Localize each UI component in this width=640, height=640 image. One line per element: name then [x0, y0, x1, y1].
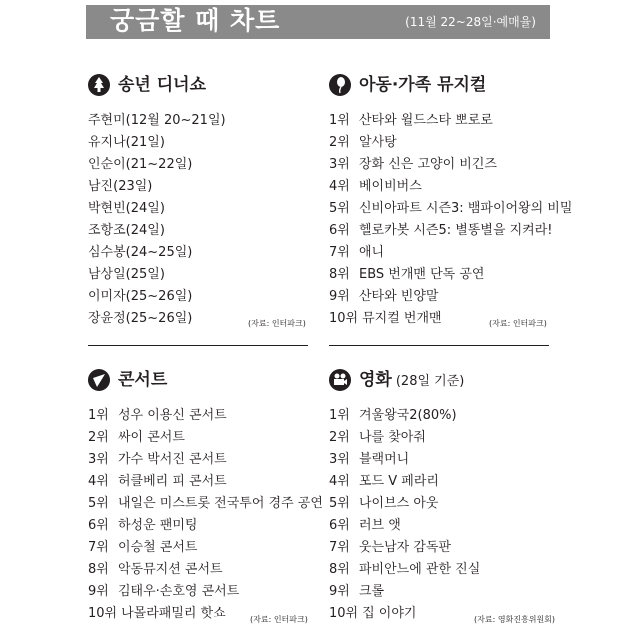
item-name: 싸이 콘서트	[118, 430, 185, 445]
list-item: 조항조(24일)	[88, 223, 165, 238]
rank-label: 9위	[329, 289, 350, 304]
section-title	[359, 368, 464, 394]
item-name: 하성운 팬미팅	[118, 518, 198, 533]
item-name: 나이브스 아웃	[359, 496, 439, 511]
film-camera-icon	[329, 369, 351, 391]
ranking-list	[88, 405, 323, 625]
list-item	[329, 242, 572, 264]
list-item	[88, 537, 323, 559]
item-name: 이승철 콘서트	[118, 540, 198, 555]
rank-label: 1위	[88, 408, 109, 423]
list-item	[88, 471, 323, 493]
ranking-list	[329, 110, 572, 330]
item-name: 러브 앳	[359, 518, 401, 533]
list-item	[329, 427, 480, 449]
rank-label: 10위	[329, 311, 359, 326]
list-item	[329, 493, 480, 515]
item-name: 신비아파트 시즌3: 뱀파이어왕의 비밀	[359, 201, 573, 216]
list-item	[329, 132, 572, 154]
list-item	[329, 471, 480, 493]
source-note: (자료: 인터파크)	[250, 615, 308, 624]
rank-label: 9위	[88, 584, 109, 599]
rank-label: 8위	[329, 562, 350, 577]
item-name: 김태우·손호영 콘서트	[118, 584, 240, 599]
list-item	[329, 286, 572, 308]
list-item: 인순이(21~22일)	[88, 157, 193, 172]
list-item: 주현미(12월 20~21일)	[88, 113, 226, 128]
list-item	[88, 515, 323, 537]
list-item	[329, 176, 572, 198]
section-title: 송년 디너쇼	[118, 75, 207, 95]
section-title: 아동·가족 뮤지컬	[359, 75, 487, 95]
item-name: 가수 박서진 콘서트	[118, 452, 227, 467]
rank-label: 6위	[329, 518, 350, 533]
list-item	[329, 198, 572, 220]
item-name: 집 이야기	[362, 606, 417, 621]
section-title-text: 영화	[359, 370, 392, 390]
balloon-icon	[329, 74, 351, 96]
item-name: 웃는남자 감독판	[359, 540, 452, 555]
item-name: 내일은 미스트롯 전국투어 경주 공연	[118, 496, 323, 511]
rank-label: 10위	[88, 606, 118, 621]
list-item	[88, 581, 323, 603]
item-name: 파비안느에 관한 진실	[359, 562, 481, 577]
rank-label: 6위	[329, 223, 350, 238]
section-header	[88, 368, 318, 394]
item-name: 성우 이용신 콘서트	[118, 408, 227, 423]
rank-label: 5위	[329, 496, 350, 511]
rank-label: 7위	[88, 540, 109, 555]
item-name: 헬로카봇 시즌5: 별똥별을 지켜라!	[359, 223, 553, 238]
list-item: 박현빈(24일)	[88, 201, 165, 216]
list-item	[329, 559, 480, 581]
page-title: 궁금할 때 차트	[110, 6, 281, 35]
item-name: 악동뮤지션 콘서트	[118, 562, 223, 577]
ranking-list	[329, 405, 480, 625]
list-item: 남상일(25일)	[88, 267, 165, 282]
rank-label: 2위	[329, 135, 350, 150]
rank-label: 3위	[88, 452, 109, 467]
list-item	[329, 581, 480, 603]
rank-label: 4위	[329, 474, 350, 489]
list-item	[329, 154, 572, 176]
section-header	[88, 73, 318, 99]
rank-label: 4위	[88, 474, 109, 489]
list-item	[88, 493, 323, 515]
item-name: EBS 번개맨 단독 공연	[359, 267, 485, 282]
item-name: 장화 신은 고양이 비긴즈	[359, 157, 497, 172]
section-header	[329, 368, 569, 394]
item-name: 나를 찾아줘	[359, 430, 426, 445]
item-name: 산타와 빈양말	[359, 289, 439, 304]
rank-label: 6위	[88, 518, 109, 533]
section-title: 콘서트	[118, 370, 168, 390]
ranking-list	[88, 110, 226, 330]
item-name: 나몰라패밀리 핫쇼	[121, 606, 226, 621]
rank-label: 4위	[329, 179, 350, 194]
rank-label: 1위	[329, 408, 350, 423]
rank-label: 7위	[329, 245, 350, 260]
item-name: 블랙머니	[359, 452, 410, 467]
list-item	[329, 220, 572, 242]
list-item	[329, 603, 480, 625]
list-item: 장윤정(25~26일)	[88, 311, 193, 326]
rank-label: 7위	[329, 540, 350, 555]
item-name: 산타와 윌드스타 뽀로로	[359, 113, 493, 128]
list-item	[329, 264, 572, 286]
list-item: 이미자(25~26일)	[88, 289, 193, 304]
tree-icon	[88, 74, 110, 96]
item-name: 알사탕	[359, 135, 397, 150]
rank-label: 3위	[329, 452, 350, 467]
item-name: 뮤지컬 번개맨	[362, 311, 442, 326]
rank-label: 9위	[329, 584, 350, 599]
guitar-pick-icon	[88, 369, 110, 391]
rank-label: 8위	[88, 562, 109, 577]
list-item	[329, 515, 480, 537]
list-item: 심수봉(24~25일)	[88, 245, 193, 260]
section-divider	[88, 345, 308, 346]
rank-label: 5위	[88, 496, 109, 511]
rank-label: 2위	[329, 430, 350, 445]
section-header	[329, 73, 569, 99]
rank-label: 1위	[329, 113, 350, 128]
list-item: 유지나(21일)	[88, 135, 165, 150]
item-name: 베이비버스	[359, 179, 422, 194]
item-name: 크롤	[359, 584, 385, 599]
list-item	[88, 427, 323, 449]
list-item	[88, 559, 323, 581]
item-name: 포드 V 페라리	[359, 474, 439, 489]
list-item: 남진(23일)	[88, 179, 153, 194]
rank-label: 8위	[329, 267, 350, 282]
list-item	[329, 110, 572, 132]
list-item	[329, 537, 480, 559]
section-title-suffix: (28일 기준)	[395, 374, 465, 389]
rank-label: 10위	[329, 606, 359, 621]
source-note: (자료: 인터파크)	[248, 319, 306, 328]
item-name: 허클베리 피 콘서트	[118, 474, 227, 489]
rank-label: 3위	[329, 157, 350, 172]
item-name: 겨울왕국2(80%)	[359, 408, 457, 423]
rank-label: 5위	[329, 201, 350, 216]
item-name: 애니	[359, 245, 385, 260]
source-note: (자료: 인터파크)	[489, 319, 547, 328]
section-divider	[329, 345, 549, 346]
page-subtitle: (11월 22~28일·예매율)	[405, 15, 536, 29]
list-item	[329, 405, 480, 427]
source-note: (자료: 영화진흥위원회)	[474, 615, 556, 624]
list-item	[88, 449, 323, 471]
list-item	[329, 449, 480, 471]
rank-label: 2위	[88, 430, 109, 445]
list-item	[88, 405, 323, 427]
